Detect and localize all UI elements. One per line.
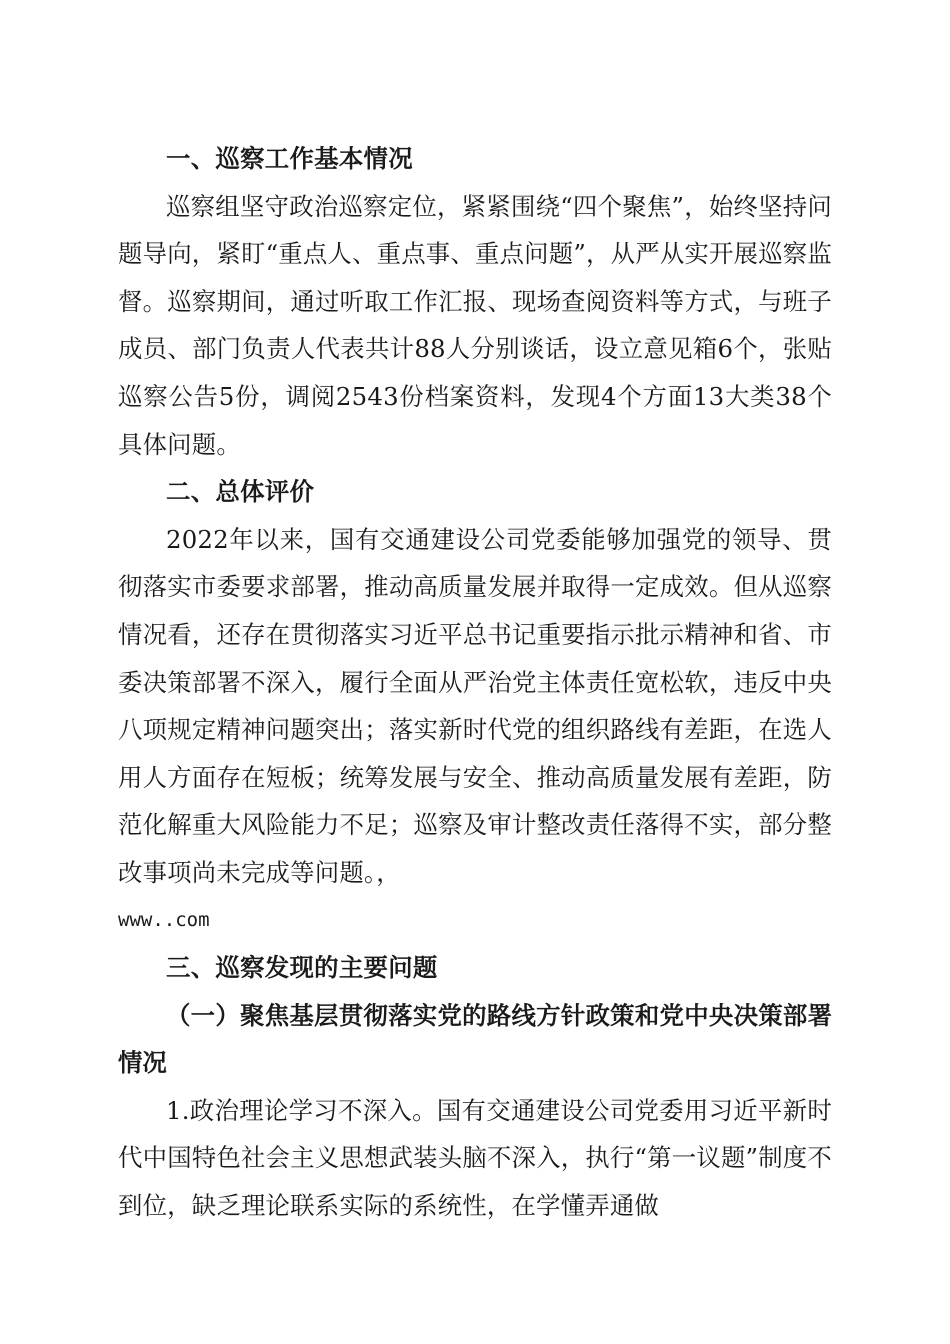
paragraph-political-theory: 1.政治理论学习不深入。国有交通建设公司党委用习近平新时代中国特色社会主义思想武装头脑不深入，执行“第一议题”制度不到位，缺乏理论联系实际的系统性，在学懂弄通做 [118, 1095, 832, 1221]
paragraph-overall-evaluation [118, 516, 832, 944]
document-body [118, 135, 832, 1230]
url-text: www..com [118, 908, 210, 931]
section-heading-main-problems: 三、巡察发现的主要问题 [166, 953, 438, 983]
subsection-heading-focus-implementation: （一）聚焦基层贯彻落实党的路线方针政策和党中央决策部署情况 [118, 1000, 832, 1078]
paragraph-overall-evaluation-text: 2022年以来，国有交通建设公司党委能够加强党的领导、贯彻落实市委要求部署，推动高质量发展并取得一定成效。但从巡察情况看，还存在贯彻落实习近平总书记重要指示批示精神和省、市委决策部署不深入，履行全面从严治党主体责任宽松软，违反中央八项规定精神问题突出；落实新时代党的组织路线有差距，在选人用人方面存在短板；统筹发展与安全、推动高质量发展有差距，防范化解重大风险能力不足；巡察及审计整改责任落得不实，部分整改事项尚未完成等问题。， [118, 524, 832, 887]
section-heading-basic-situation: 一、巡察工作基本情况 [166, 144, 413, 173]
section-heading-overall-evaluation: 二、总体评价 [166, 477, 315, 507]
paragraph-basic-situation: 巡察组坚守政治巡察定位，紧紧围绕“四个聚焦”，始终坚持问题导向，紧盯“重点人、重点事、重点问题”，从严从实开展巡察监督。巡察期间，通过听取工作汇报、现场查阅资料等方式，与班子成员、部门负责人代表共计88人分别谈话，设立意见箱6个，张贴巡察公告5份，调阅2543份档案资料，发现4个方面13大类38个具体问题。 [118, 191, 832, 459]
